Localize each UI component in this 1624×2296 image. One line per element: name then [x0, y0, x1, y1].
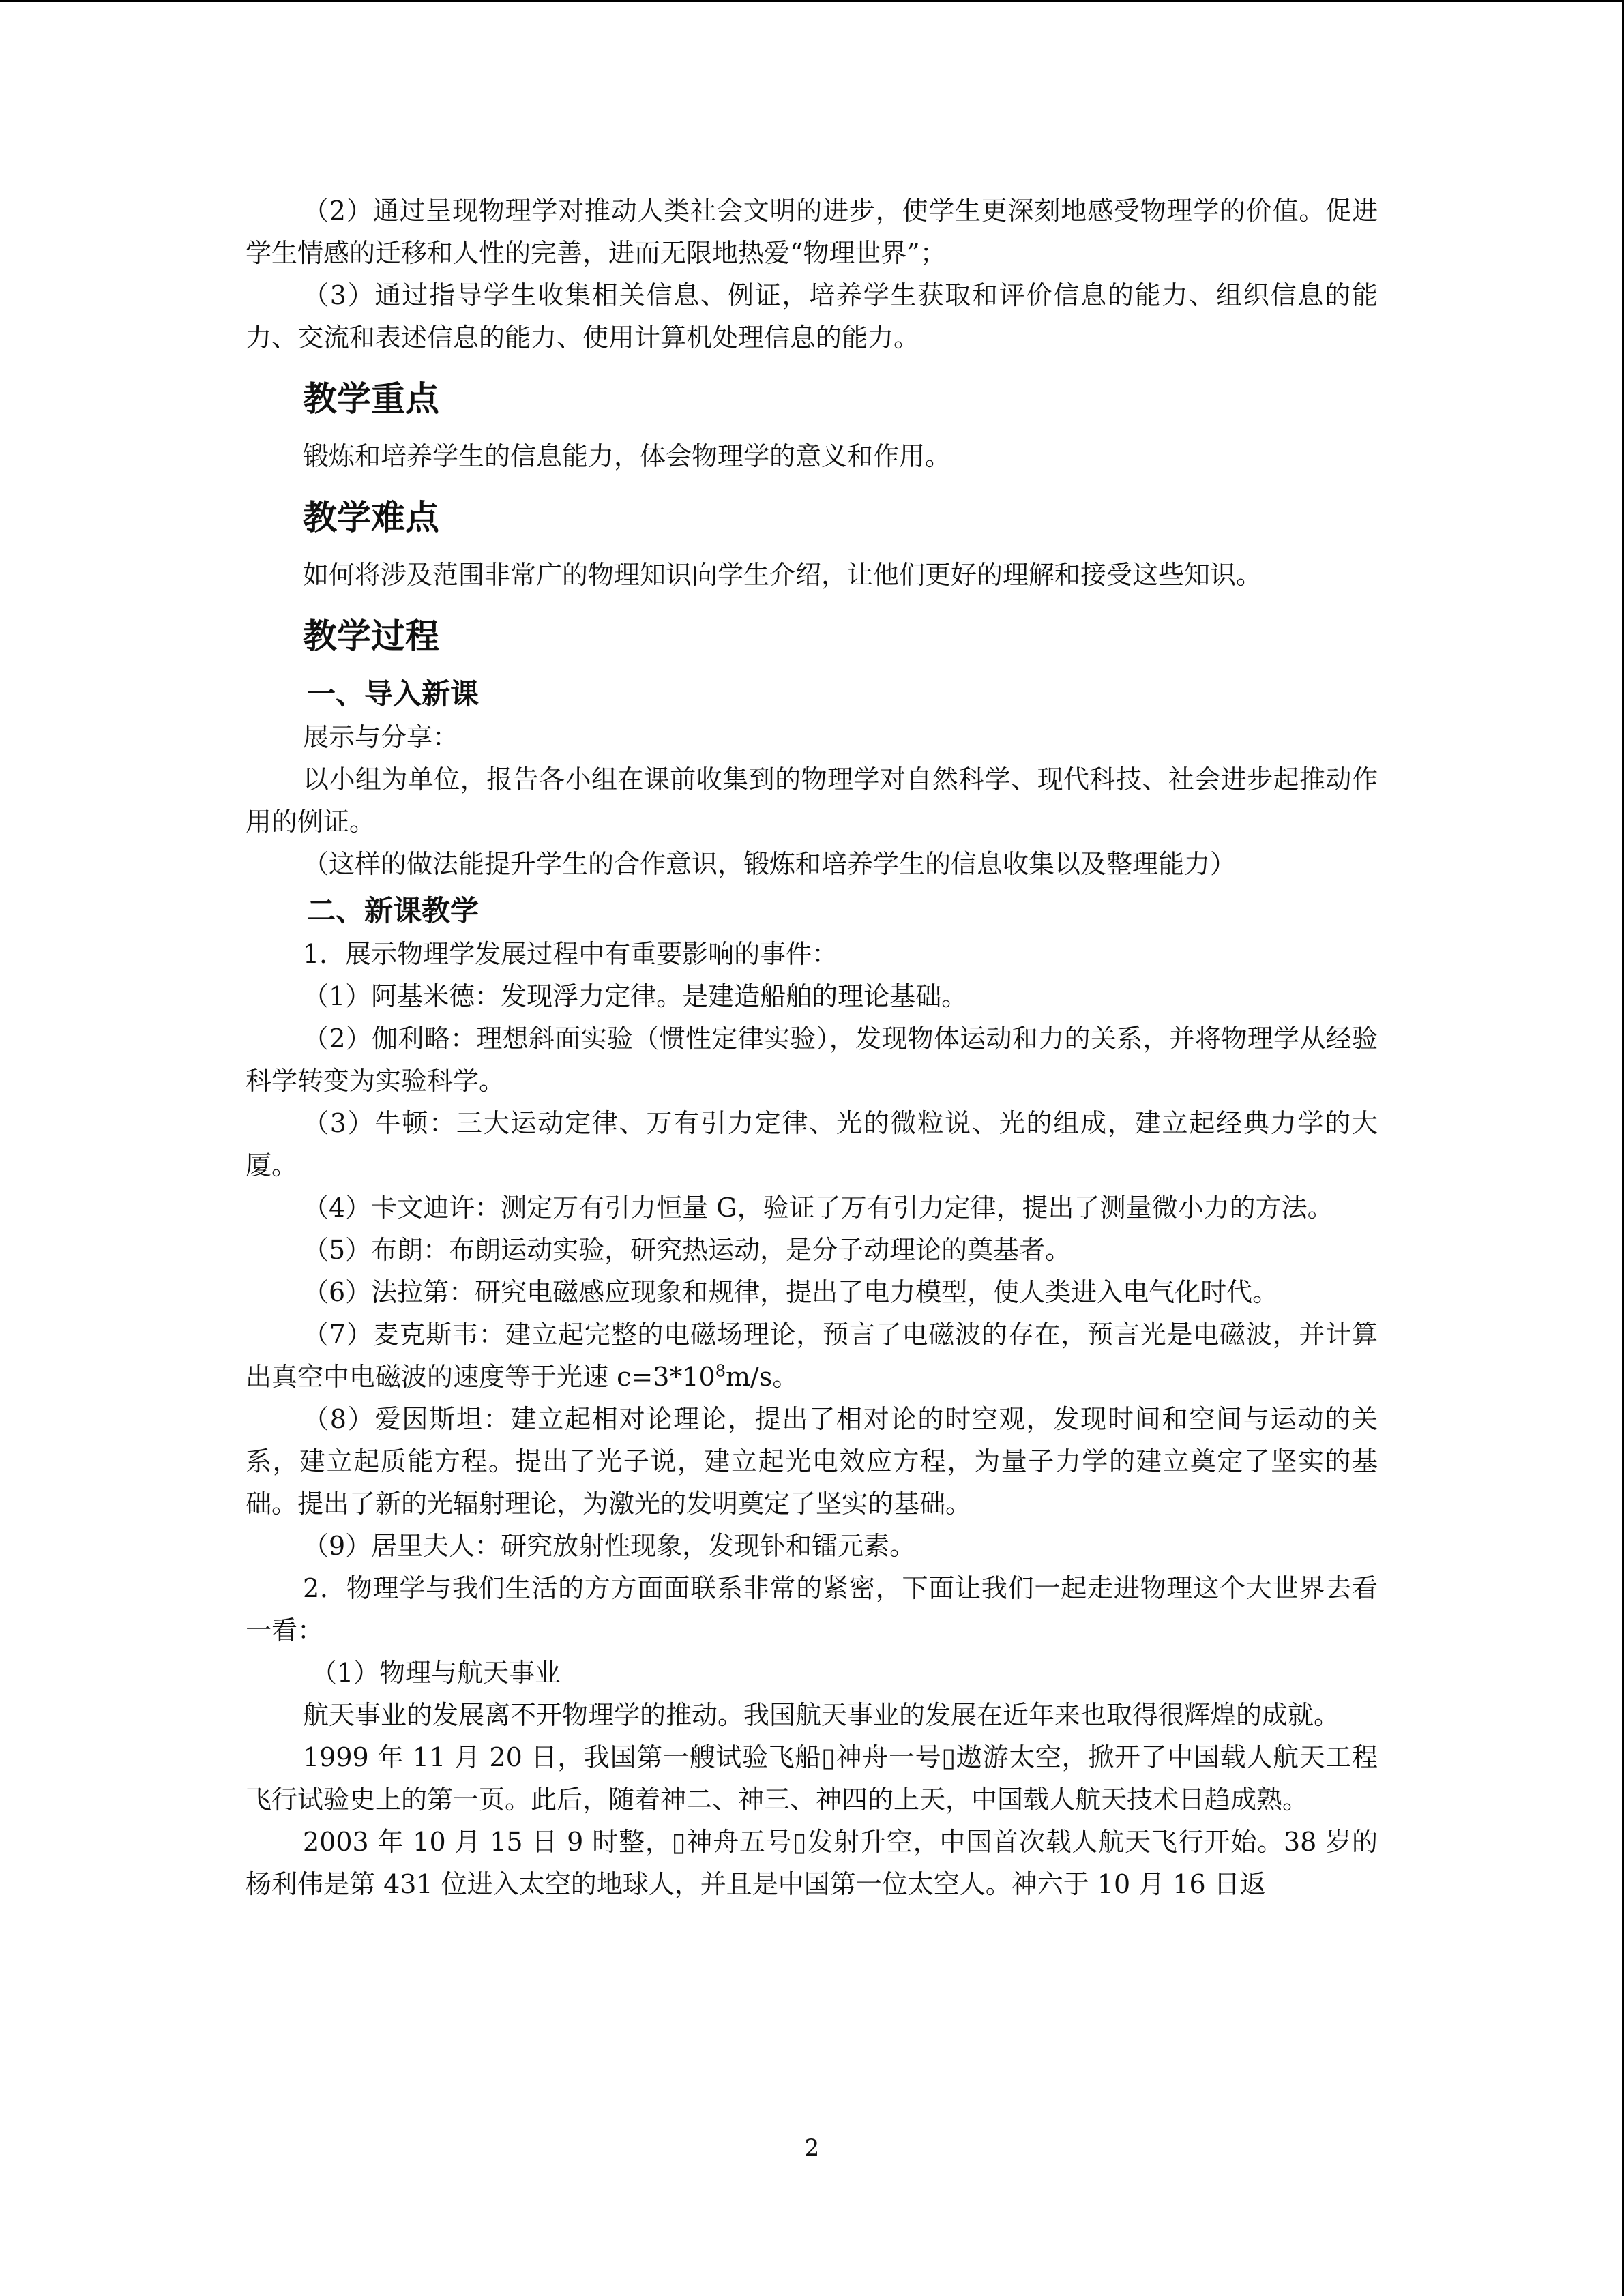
event-maxwell-main: （7）麦克斯韦：建立起完整的电磁场理论，预言了电磁波的存在，预言光是电磁波，并计算出真空中电磁波的速度等于光速 c=3*10	[246, 1320, 1378, 1392]
objective-paragraph-2: （2）通过呈现物理学对推动人类社会文明的进步，使学生更深刻地感受物理学的价值。促进学生情感的迁移和人性的完善，进而无限地热爱“物理世界”；	[246, 196, 1378, 268]
item-2: 2．物理学与我们生活的方方面面联系非常的紧密，下面让我们一起走进物理这个大世界去看一看：	[246, 1573, 1378, 1645]
aerospace-paragraph-1: 航天事业的发展离不开物理学的推动。我国航天事业的发展在近年来也取得很辉煌的成就。	[303, 1700, 1340, 1730]
aerospace-paragraph-2: 1999 年 11 月 20 日，我国第一艘试验飞船▯神舟一号▯遨游太空，掀开了中国载人航天工程飞行试验史上的第一页。此后，随着神二、神三、神四的上天，中国载人航天技术日趋成熟。	[246, 1742, 1378, 1815]
objective-paragraph-3: （3）通过指导学生收集相关信息、例证，培养学生获取和评价信息的能力、组织信息的能力、交流和表述信息的能力、使用计算机处理信息的能力。	[246, 280, 1378, 353]
document-body	[246, 190, 1378, 1905]
event-newton: （3）牛顿：三大运动定律、万有引力定律、光的微粒说、光的组成，建立起经典力学的大厦。	[246, 1108, 1378, 1180]
event-cavendish: （4）卡文迪许：测定万有引力恒量 G，验证了万有引力定律，提出了测量微小力的方法。	[303, 1193, 1333, 1223]
intro-text: 以小组为单位，报告各小组在课前收集到的物理学对自然科学、现代科技、社会进步起推动作用的例证。	[246, 764, 1378, 837]
heading-difficulties: 教学难点	[303, 498, 439, 537]
difficulties-text: 如何将涉及范围非常广的物理知识向学生介绍，让他们更好的理解和接受这些知识。	[303, 560, 1263, 590]
event-archimedes: （1）阿基米德：发现浮力定律。是建造船舶的理论基础。	[303, 981, 968, 1011]
page-border-top	[0, 0, 1624, 2]
key-points-text: 锻炼和培养学生的信息能力，体会物理学的意义和作用。	[303, 441, 951, 471]
event-brown: （5）布朗：布朗运动实验，研究热运动，是分子动理论的奠基者。	[303, 1235, 1072, 1265]
intro-note: （这样的做法能提升学生的合作意识，锻炼和培养学生的信息收集以及整理能力）	[303, 849, 1237, 879]
event-galileo: （2）伽利略：理想斜面实验（惯性定律实验），发现物体运动和力的关系，并将物理学从经验科学转变为实验科学。	[246, 1024, 1378, 1096]
heading-key-points: 教学重点	[303, 379, 439, 419]
item-1: 1．展示物理学发展过程中有重要影响的事件：	[303, 939, 838, 969]
event-maxwell-superscript: 8	[715, 1361, 726, 1381]
event-curie: （9）居里夫人：研究放射性现象，发现钋和镭元素。	[303, 1531, 916, 1561]
event-maxwell-unit: m/s。	[726, 1362, 799, 1392]
section-title-intro: 一、导入新课	[307, 677, 479, 711]
event-faraday: （6）法拉第：研究电磁感应现象和规律，提出了电力模型，使人类进入电气化时代。	[303, 1277, 1279, 1307]
sub-heading-aerospace: （1）物理与航天事业	[311, 1658, 561, 1688]
section-title-new-lesson: 二、新课教学	[307, 894, 479, 927]
event-einstein: （8）爱因斯坦：建立起相对论理论，提出了相对论的时空观，发现时间和空间与运动的关系，建立起质能方程。提出了光子说，建立起光电效应方程，为量子力学的建立奠定了坚实的基础。提出了新的光辐射理论，为激光的发明奠定了坚实的基础。	[246, 1404, 1378, 1519]
aerospace-paragraph-3: 2003 年 10 月 15 日 9 时整，▯神舟五号▯发射升空，中国首次载人航天飞行开始。38 岁的杨利伟是第 431 位进入太空的地球人，并且是中国第一位太空人。神六于 10 月 16 日返	[246, 1827, 1378, 1899]
event-maxwell	[246, 1313, 1378, 1398]
intro-label: 展示与分享：	[303, 722, 459, 752]
page-number: 2	[804, 2134, 820, 2162]
heading-process: 教学过程	[303, 616, 439, 656]
